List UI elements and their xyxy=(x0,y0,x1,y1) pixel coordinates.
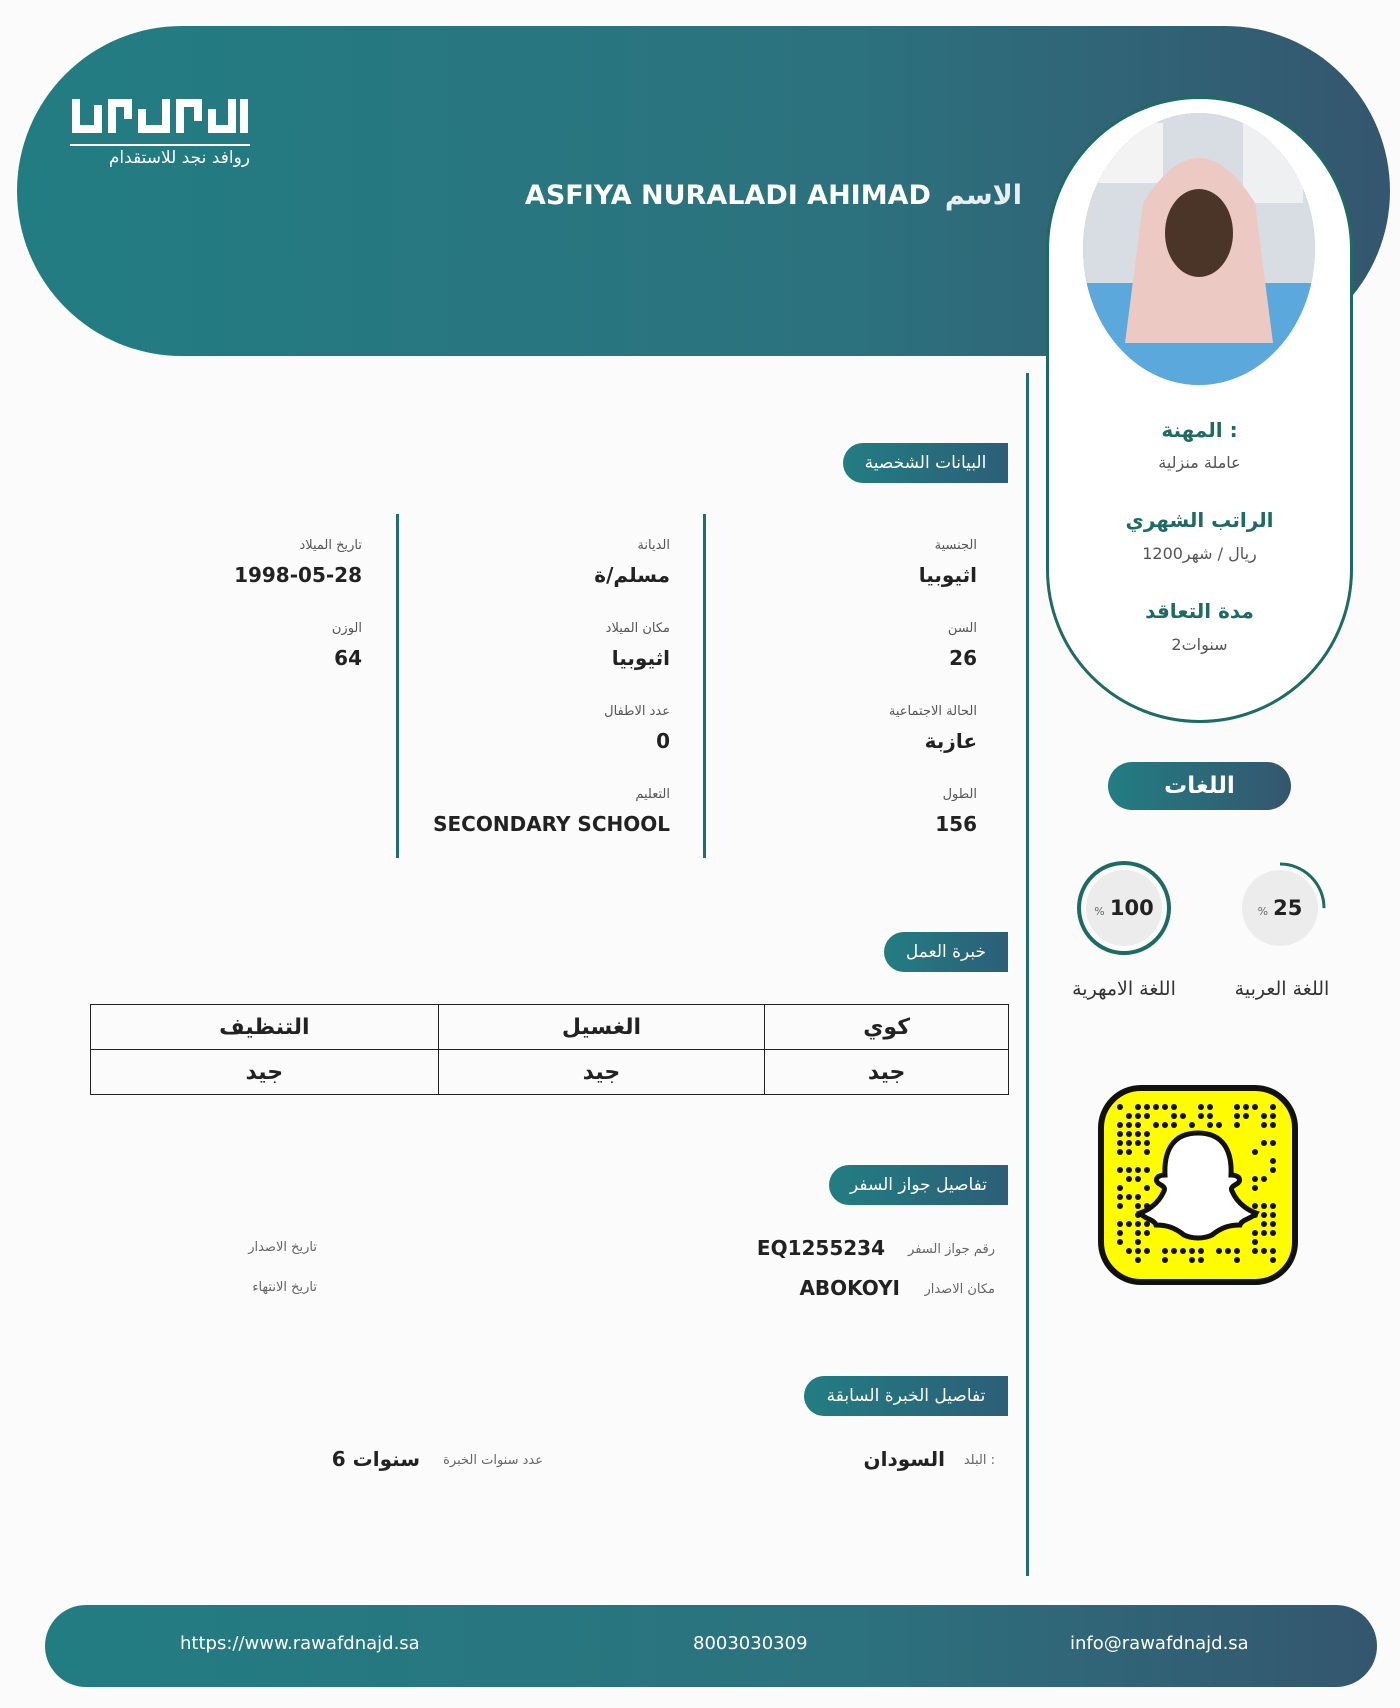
brand-logo-divider xyxy=(70,144,250,146)
footer-email-link[interactable]: info@rawafdnajd.sa xyxy=(1070,1633,1249,1654)
work-experience-table xyxy=(90,1004,1009,1095)
nationality-value: اثيوبيا xyxy=(918,563,977,587)
languages-title: اللغات xyxy=(1108,762,1291,810)
column-divider xyxy=(396,514,399,858)
profile-photo-image xyxy=(1083,113,1315,385)
footer-phone[interactable]: 8003030309 xyxy=(693,1633,808,1654)
language-ring-amharic xyxy=(1074,858,1174,958)
height-label: الطول xyxy=(942,787,977,802)
country-label: البلد : xyxy=(963,1453,995,1468)
profile-photo xyxy=(1083,113,1315,385)
table-cell: جيد xyxy=(438,1050,765,1095)
table-cell: جيد xyxy=(765,1050,1009,1095)
issue-place-value: ABOKOYI xyxy=(799,1276,900,1300)
name-label: الاسم xyxy=(944,180,1022,211)
experience-years-label: عدد سنوات الخبرة xyxy=(443,1453,543,1468)
name-row xyxy=(525,180,1022,211)
table-row xyxy=(91,1005,1009,1050)
experience-years-value: 6 سنوات xyxy=(331,1447,420,1471)
footer-website-link[interactable]: https://www.rawafdnajd.sa xyxy=(180,1633,420,1654)
religion-label: الديانة xyxy=(637,538,670,553)
birthplace-value: اثيوبيا xyxy=(611,646,670,670)
language-ring-arabic xyxy=(1232,858,1332,958)
section-personal-title: البيانات الشخصية xyxy=(843,443,1008,483)
language-name-arabic: اللغة العربية xyxy=(1234,978,1330,1000)
weight-value: 64 xyxy=(334,646,362,670)
passport-number-value: EQ1255234 xyxy=(756,1236,885,1260)
brand-logo-subtitle: روافد نجد للاستقدام xyxy=(108,148,250,168)
age-label: السن xyxy=(947,621,977,636)
language-percent-arabic xyxy=(1232,896,1328,920)
birthplace-label: مكان الميلاد xyxy=(605,621,670,636)
table-header-cell: الغسيل xyxy=(438,1005,765,1050)
education-value: SECONDARY SCHOOL xyxy=(433,812,670,836)
section-passport-title: تفاصيل جواز السفر xyxy=(829,1165,1008,1205)
section-previous-title: تفاصيل الخبرة السابقة xyxy=(804,1376,1008,1416)
table-header-cell: التنظيف xyxy=(91,1005,439,1050)
age-value: 26 xyxy=(949,646,977,670)
job-label: المهنة : xyxy=(1161,418,1238,442)
brand-logo xyxy=(70,95,260,175)
column-divider xyxy=(703,514,706,858)
expiry-date-label: تاريخ الانتهاء xyxy=(252,1280,317,1295)
weight-label: الوزن xyxy=(331,621,362,636)
nationality-label: الجنسية xyxy=(934,538,977,553)
timeline-line xyxy=(1026,373,1029,1576)
table-header-cell: كوي xyxy=(765,1005,1009,1050)
contract-value: 2سنوات xyxy=(1171,635,1228,654)
snapcode-qr[interactable] xyxy=(1098,1085,1298,1285)
marital-status-label: الحالة الاجتماعية xyxy=(888,704,977,719)
table-cell: جيد xyxy=(91,1050,439,1095)
name-value: ASFIYA NURALADI AHIMAD xyxy=(524,180,931,211)
height-value: 156 xyxy=(935,812,977,836)
birthdate-label: تاريخ الميلاد xyxy=(299,538,362,553)
children-label: عدد الاطفال xyxy=(604,704,670,719)
country-value: السودان xyxy=(863,1447,945,1471)
salary-label: الراتب الشهري xyxy=(1125,508,1274,532)
language-percent-amharic-value: 100 xyxy=(1109,896,1154,920)
language-percent-arabic-value: 25 xyxy=(1273,896,1303,920)
salary-value: 1200ريال / شهر xyxy=(1142,544,1257,563)
language-percent-amharic xyxy=(1074,896,1174,920)
table-row xyxy=(91,1050,1009,1095)
brand-logo-mark xyxy=(70,95,250,139)
marital-status-value: عازبة xyxy=(924,729,977,753)
language-name-amharic: اللغة الامهرية xyxy=(1072,978,1176,1000)
footer-bar xyxy=(45,1605,1377,1687)
issue-date-label: تاريخ الاصدار xyxy=(248,1240,317,1255)
passport-number-label: رقم جواز السفر xyxy=(908,1242,995,1257)
contract-label: مدة التعاقد xyxy=(1145,599,1254,623)
birthdate-value: 1998-05-28 xyxy=(234,563,362,587)
language-percent-arabic-unit: % xyxy=(1257,905,1269,918)
job-value: عاملة منزلية xyxy=(1158,453,1241,472)
education-label: التعليم xyxy=(635,787,670,802)
section-work-title: خبرة العمل xyxy=(884,932,1008,972)
children-value: 0 xyxy=(656,729,670,753)
religion-value: مسلم/ة xyxy=(594,563,670,587)
issue-place-label: مكان الاصدار xyxy=(924,1282,995,1297)
language-percent-amharic-unit: % xyxy=(1094,905,1105,918)
